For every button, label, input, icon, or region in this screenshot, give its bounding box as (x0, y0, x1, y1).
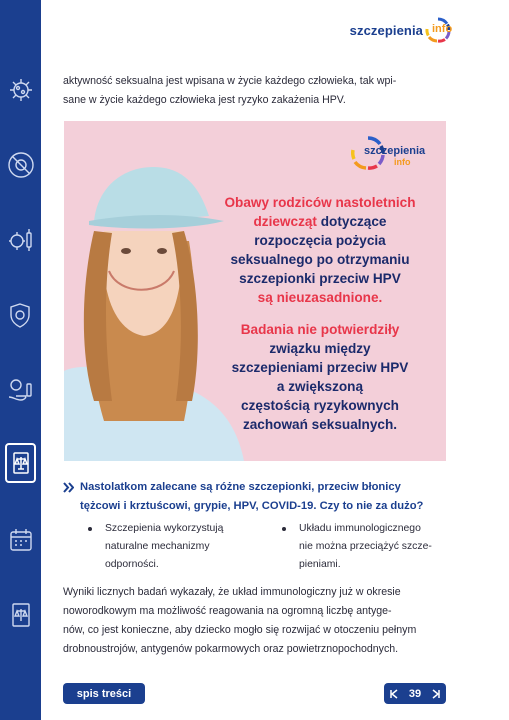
body-line: nów, co jest konieczne, aby dziecko mogło się rozwijać w otoczeniu pełnym (63, 624, 417, 636)
poster-line: szczepionki przeciw HPV (239, 271, 401, 286)
poster-line: a zwiększoną (276, 379, 364, 394)
no-virus-icon[interactable] (3, 145, 38, 185)
bullet-line: naturalne mechanizmy (105, 541, 210, 552)
document-scales-icon[interactable] (3, 595, 38, 635)
poster-line: związku między (269, 341, 371, 356)
page-number: 39 (408, 687, 422, 700)
poster-logo (350, 135, 426, 175)
virus-icon[interactable] (3, 70, 38, 110)
intro-line: sane w życie każdego człowieka jest ryzyko zakażenia HPV. (63, 94, 346, 106)
poster-line-mixed: dziewcząt dotyczące (253, 214, 387, 229)
page-navigation (384, 683, 446, 704)
body-line: Wyniki licznych badań wykazały, że układ immunologiczny już w okresie (63, 586, 401, 598)
question-line: Nastolatkom zalecane są różne szczepionki, przeciw błonicy (80, 481, 401, 493)
table-of-contents-button[interactable] (63, 683, 145, 704)
poster-line: rozpoczęcia pożycia (254, 233, 386, 248)
logo-ring-icon (425, 17, 451, 43)
intro-paragraph (63, 72, 396, 110)
bullet-item (88, 520, 223, 574)
hpv-poster (64, 121, 446, 461)
question-line: tężcowi i krztuścowi, grypie, HPV, COVID-19. Czy to nie za dużo? (80, 500, 424, 512)
poster-line: Badania nie potwierdziły (240, 322, 400, 337)
shield-vaccine-icon[interactable] (3, 295, 38, 335)
logo-suffix: info (432, 23, 453, 35)
bullet-item (282, 520, 432, 574)
bullet-line: pieniami. (299, 559, 341, 570)
poster-line: są nieuzasadnione. (257, 290, 383, 305)
bullet-line: nie można przeciążyć szcze- (299, 541, 432, 552)
body-paragraph (63, 583, 416, 659)
sidebar (0, 0, 41, 720)
hand-vaccine-icon[interactable] (3, 370, 38, 410)
bullet-line: odporności. (105, 559, 159, 570)
bullet-dot (282, 527, 286, 531)
calendar-icon[interactable] (3, 520, 38, 560)
body-line: noworodkowym ma możliwość reagowania na ogromną liczbę antyge- (63, 605, 392, 617)
toc-label: spis treści (76, 687, 132, 700)
previous-page-icon[interactable] (390, 689, 398, 699)
vaccine-virus-icon[interactable] (3, 220, 38, 260)
bullet-dot (88, 527, 92, 531)
logo-word: szczepienia (349, 22, 423, 38)
double-chevron-icon (63, 482, 74, 493)
bullet-line: Szczepienia wykorzystują (105, 523, 224, 534)
poster-text (202, 193, 438, 434)
header-logo (350, 17, 451, 43)
scales-document-icon[interactable] (3, 443, 38, 483)
intro-line: aktywność seksualna jest wpisana w życie każdego człowieka, tak wpi- (63, 75, 397, 87)
poster-line: szczepieniami przeciw HPV (231, 360, 409, 375)
bullet-line: Układu immunologicznego (299, 523, 421, 534)
next-page-icon[interactable] (432, 689, 440, 699)
poster-logo-word: szczepienia (364, 145, 426, 157)
body-line: drobnoustrojów, antygenów pokarmowych oraz powietrznopochodnych. (63, 643, 399, 655)
poster-line: zachowań seksualnych. (242, 417, 398, 432)
poster-line: seksualnego po otrzymaniu (230, 252, 410, 267)
poster-line: częstością ryzykownych (241, 398, 399, 413)
poster-logo-suffix: info (394, 157, 411, 167)
poster-line: Obawy rodziców nastoletnich (224, 195, 416, 210)
question-heading (63, 478, 453, 516)
